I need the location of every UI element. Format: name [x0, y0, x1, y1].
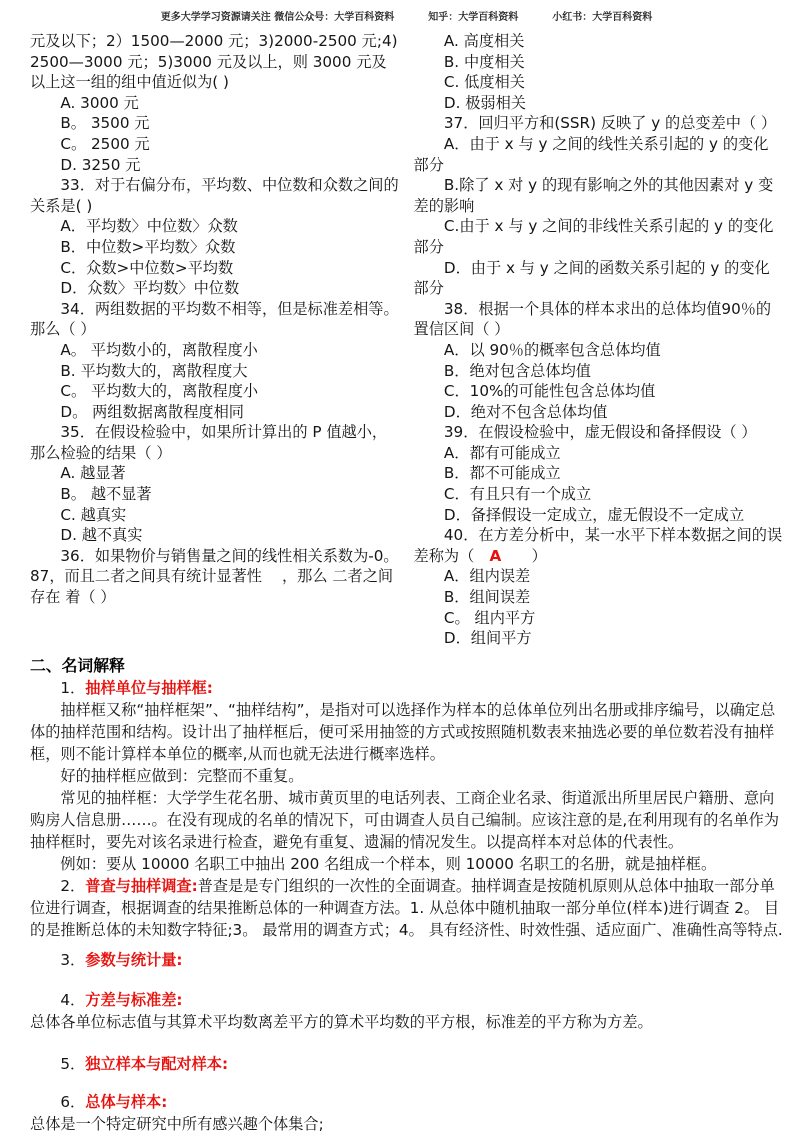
term-1-number: 1．: [60, 678, 86, 697]
question-39-option-d: D．备择假设一定成立，虚无假设不一定成立: [443, 505, 745, 524]
question-38-option-b: B．绝对包含总体均值: [443, 361, 591, 380]
term-5-number: 5．: [60, 1054, 86, 1073]
question-39-option-b: B．都不可能成立: [443, 464, 561, 483]
header-promo-wechat: 更多大学学习资源请关注 微信公众号：大学百科资料: [160, 12, 395, 23]
question-39-text: 39．在假设检验中，虚无假设和备择假设（ ）: [443, 423, 757, 442]
question-34-option-d: D。 两组数据离散程度相同: [60, 402, 244, 421]
question-33-option-d: D．众数〉平均数〉中位数: [60, 279, 240, 298]
question-36-option-c: C. 低度相关: [443, 73, 525, 92]
term-3-name: 参数与统计量:: [85, 950, 183, 969]
header-promo-xiaohongshu: 小红书：大学百科资料: [552, 12, 653, 23]
question-32-option-a: A. 3000 元: [60, 93, 139, 112]
term-4-title: [30, 989, 783, 1011]
question-40-option-c: C。 组内平方: [443, 608, 536, 627]
term-1-title: [30, 677, 783, 699]
term-4-body: 总体各单位标志值与其算术平均数离差平方的算术平均数的平方根，标准差的平方称为方差。: [30, 1012, 653, 1031]
question-37-text: 37．回归平方和(SSR) 反映了 y 的总变差中（ ）: [443, 114, 777, 133]
question-40-text: [414, 525, 784, 566]
question-40-suffix: ）: [501, 546, 547, 565]
question-40-option-b: B．组间误差: [443, 588, 531, 607]
term-5-title: [30, 1053, 783, 1075]
term-6-number: 6．: [60, 1092, 86, 1111]
question-33-text: 33．对于右偏分布，平均数、中位数和众数之间的关系是( ): [30, 176, 399, 215]
question-32-text: 元及以下；2）1500—2000 元；3)2000-2500 元;4) 2500—3000 元；5)3000 元及以上，则 3000 元及以上这一组的组中值近似为( ): [30, 32, 398, 92]
question-39-option-a: A．都有可能成立: [443, 443, 561, 462]
question-32-option-b: B。 3500 元: [60, 114, 150, 133]
question-40-answer: A: [489, 546, 502, 565]
term-1-paragraph-3: 常见的抽样框：大学学生花名册、城市黄页里的电话列表、工商企业名录、街道派出所里居民户籍册、意向购房人信息册……。在没有现成的名单的情况下，可由调查人员自己编制。应该注意的是,在利用现有的名单作为抽样框时，要先对该名录进行检查，避免有重复、遗漏的情况发生。以提高样本对总体的代表性。: [30, 788, 780, 851]
term-3-number: 3．: [60, 950, 86, 969]
question-40-option-d: D．组间平方: [443, 629, 532, 648]
term-6-title: [30, 1091, 783, 1113]
term-1-paragraph-4: 例如：要从 10000 名职工中抽出 200 名组成一个样本，则 10000 名职工的名册，就是抽样框。: [60, 854, 717, 873]
term-1-paragraph-2: 好的抽样框应做到：完整而不重复。: [60, 766, 304, 785]
right-column: [414, 31, 784, 649]
question-32-option-c: C。 2500 元: [60, 134, 150, 153]
term-5-name: 独立样本与配对样本:: [85, 1054, 229, 1073]
term-2-entry: [30, 875, 783, 941]
page-header: [30, 8, 783, 23]
term-6-body: 总体是一个特定研究中所有感兴趣个体集合;: [30, 1114, 324, 1133]
question-32-option-d: D. 3250 元: [60, 155, 141, 174]
term-6-name: 总体与样本:: [85, 1092, 168, 1111]
question-35-option-d: D. 越不真实: [60, 526, 143, 545]
question-38-option-c: C．10%的可能性包含总体均值: [443, 382, 656, 401]
question-36-option-a: A. 高度相关: [443, 32, 525, 50]
question-34-option-b: B. 平均数大的，离散程度大: [60, 361, 248, 380]
term-4-number: 4．: [60, 990, 86, 1009]
question-33-option-a: A．平均数〉中位数〉众数: [60, 217, 238, 236]
question-38-option-a: A．以 90％的概率包含总体均值: [443, 340, 661, 359]
question-34-option-c: C。 平均数大的，离散程度小: [60, 382, 259, 401]
term-2-body: 普查是是专门组织的一次性的全面调查。抽样调查是按随机原则从总体中抽取一部分单位进行调查，根据调查的结果推断总体的一种调查方法。1. 从总体中随机抽取一部分单位(样本)进行调查 2。 目的是推断总体的未知数字特征;3。 最常用的调查方式；4。 具有经济性、时效性强、适应面广、准确性高等特点.: [30, 876, 783, 939]
term-1-paragraph-1: 抽样框又称“抽样框架”、“抽样结构”，是指对可以选择作为样本的总体单位列出名册或排序编号，以确定总体的抽样范围和结构。设计出了抽样框后，便可采用抽签的方式或按照随机数表来抽选必要的单位数若没有抽样框，则不能计算样本单位的概率,从而也就无法进行概率选样。: [30, 700, 776, 763]
question-34-text: 34．两组数据的平均数不相等，但是标准差相等。那么（ ）: [30, 299, 399, 339]
question-columns: [30, 31, 783, 649]
question-38-option-d: D．绝对不包含总体均值: [443, 402, 608, 421]
term-1-name: 抽样单位与抽样框:: [85, 678, 213, 697]
question-33-option-c: C．众数>中位数>平均数: [60, 258, 234, 277]
question-40-prefix: 40．在方差分析中，某一水平下样本数据之间的误差称为（: [413, 526, 783, 565]
left-column: [30, 31, 400, 649]
question-37-option-c: C.由于 x 与 y 之间的非线性关系引起的 y 的变化部分: [413, 217, 774, 256]
question-36-text: 36．如果物价与销售量之间的线性相关系数为-0。87，而且二者之间具有统计显著性 ，那么 二者之间存在 着（ ）: [30, 546, 399, 607]
term-4-name: 方差与标准差:: [85, 990, 183, 1009]
term-2-name: 普查与抽样调查:: [85, 876, 198, 895]
question-36-option-d: D. 极弱相关: [443, 93, 526, 112]
term-2-number: 2．: [60, 876, 86, 895]
question-38-text: 38．根据一个具体的样本求出的总体均值90％的置信区间（ ）: [413, 299, 772, 339]
terms-section: [30, 655, 783, 1135]
question-35-text: 35．在假设检验中，如果所计算出的 P 值越小，那么检验的结果（ ）: [30, 423, 388, 462]
question-40-option-a: A．组内误差: [443, 567, 531, 586]
section-heading: 二、名词解释: [30, 655, 125, 675]
question-37-option-a: A．由于 x 与 y 之间的线性关系引起的 y 的变化部分: [413, 134, 769, 174]
header-promo-zhihu: 知乎：大学百科资料: [428, 12, 519, 23]
question-37-option-b: B.除了 x 对 y 的现有影响之外的其他因素对 y 变差的影响: [413, 176, 774, 215]
question-37-option-d: D．由于 x 与 y 之间的函数关系引起的 y 的变化部分: [413, 258, 770, 298]
question-36-option-b: B. 中度相关: [443, 52, 525, 71]
question-33-option-b: B．中位数>平均数〉众数: [60, 237, 236, 256]
question-35-option-b: B。 越不显著: [60, 485, 152, 504]
question-35-option-c: C. 越真实: [60, 505, 127, 524]
question-39-option-c: C．有且只有一个成立: [443, 485, 592, 504]
term-3-title: [30, 949, 783, 971]
question-34-option-a: A。 平均数小的，离散程度小: [60, 340, 258, 359]
question-35-option-a: A. 越显著: [60, 464, 126, 483]
